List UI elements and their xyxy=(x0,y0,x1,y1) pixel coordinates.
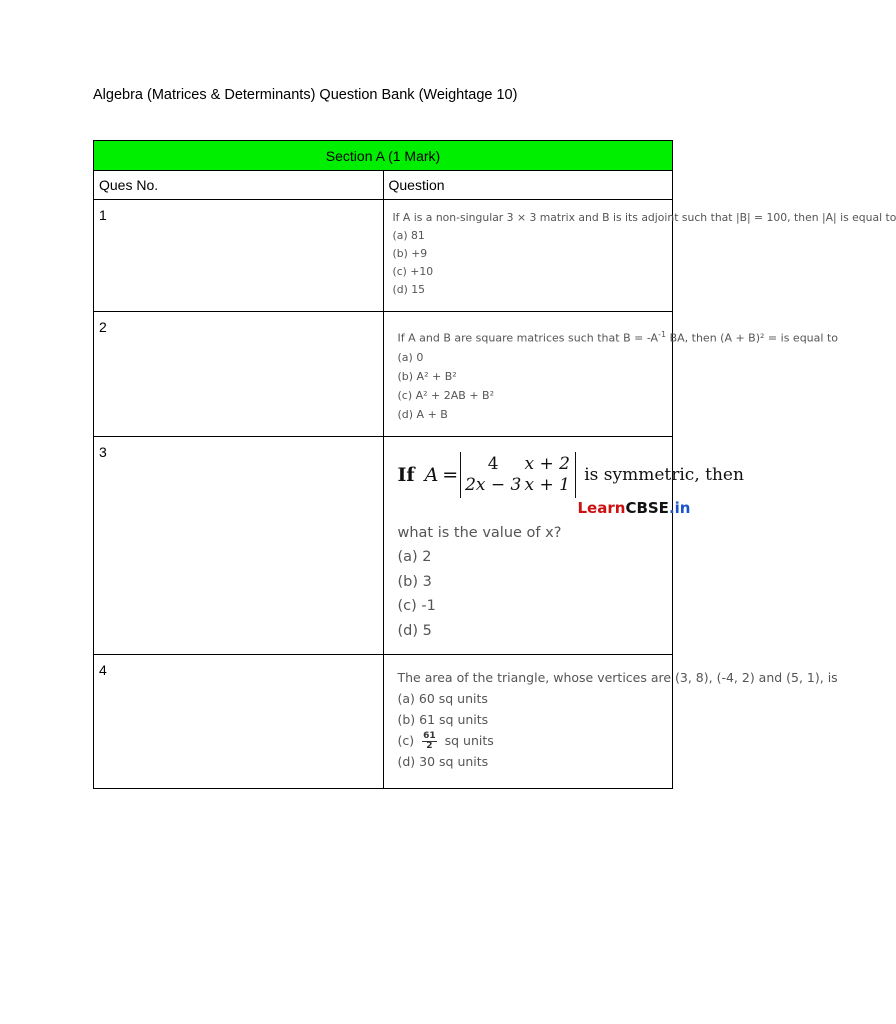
learncbse-watermark: LearnCBSE.in xyxy=(577,499,691,517)
matrix-grid xyxy=(461,454,575,496)
table-row xyxy=(94,437,673,655)
option-a: (a) 60 sq units xyxy=(397,691,488,706)
question-number: 4 xyxy=(94,655,384,789)
table-row xyxy=(94,655,673,789)
symmetric-statement: is symmetric, then xyxy=(584,465,744,485)
question-table xyxy=(93,140,896,789)
table-row xyxy=(94,312,673,437)
option-c: (c) -1 xyxy=(397,598,436,614)
question-text: The area of the triangle, whose vertices are (3, 8), (-4, 2) and (5, 1), is xyxy=(397,670,838,685)
option-d: (d) 15 xyxy=(392,283,425,296)
option-c-label: (c) xyxy=(397,733,415,748)
option-a: (a) 81 xyxy=(392,229,425,242)
fraction-numerator: 61 xyxy=(423,731,436,741)
question-content xyxy=(383,655,838,789)
option-d: (d) A + B xyxy=(397,407,448,421)
matrix-cell: 2x − 3 xyxy=(465,475,522,495)
question-number: 2 xyxy=(94,312,384,437)
ques-no-header: Ques No. xyxy=(94,171,384,200)
document-title: Algebra (Matrices & Determinants) Question Bank (Weightage 10) xyxy=(93,87,518,103)
question-header: Question xyxy=(383,171,673,200)
question-number: 1 xyxy=(94,200,384,312)
question-number: 3 xyxy=(94,437,384,655)
option-c: (c) +10 xyxy=(392,265,434,278)
option-d: (d) 30 sq units xyxy=(397,754,489,769)
section-header-row xyxy=(94,141,673,171)
option-c-unit: sq units xyxy=(444,733,494,748)
question-content xyxy=(383,312,838,437)
right-bracket xyxy=(575,452,576,498)
option-a: (a) 0 xyxy=(397,350,424,364)
matrix-variable: A xyxy=(424,464,439,486)
table-row xyxy=(94,200,673,312)
column-header-row xyxy=(94,171,673,200)
matrix-cell: 4 xyxy=(487,454,499,474)
option-b: (b) 61 sq units xyxy=(397,712,489,727)
option-c: (c) A² + 2AB + B² xyxy=(397,388,495,402)
question-text: If A is a non-singular 3 × 3 matrix and B is its adjoint such that |B| = 100, then |A| is equal to xyxy=(392,211,896,224)
option-a: (a) 2 xyxy=(397,549,432,565)
matrix-cell: x + 2 xyxy=(524,454,570,474)
option-d: (d) 5 xyxy=(397,622,432,639)
matrix-cell: x + 1 xyxy=(524,475,570,495)
inverse-superscript: -1 xyxy=(658,330,667,339)
question-content xyxy=(383,200,896,312)
option-c xyxy=(398,730,673,751)
option-b: (b) +9 xyxy=(392,247,428,260)
question-content xyxy=(383,437,744,655)
if-word: If xyxy=(397,464,415,486)
option-b: (b) A² + B² xyxy=(397,369,457,383)
equals-sign: = xyxy=(442,464,459,486)
question-text xyxy=(397,325,838,348)
question-text-end: BA, then (A + B)² = is equal to xyxy=(666,331,838,345)
fraction-denominator: 2 xyxy=(426,741,433,751)
question-text-start: If A and B are square matrices such that B = -A xyxy=(397,331,659,345)
option-b: (b) 3 xyxy=(397,573,432,590)
fraction xyxy=(422,732,437,751)
section-heading: Section A (1 Mark) xyxy=(94,141,673,171)
matrix-statement xyxy=(397,449,744,501)
question-text: what is the value of x? xyxy=(397,525,562,541)
